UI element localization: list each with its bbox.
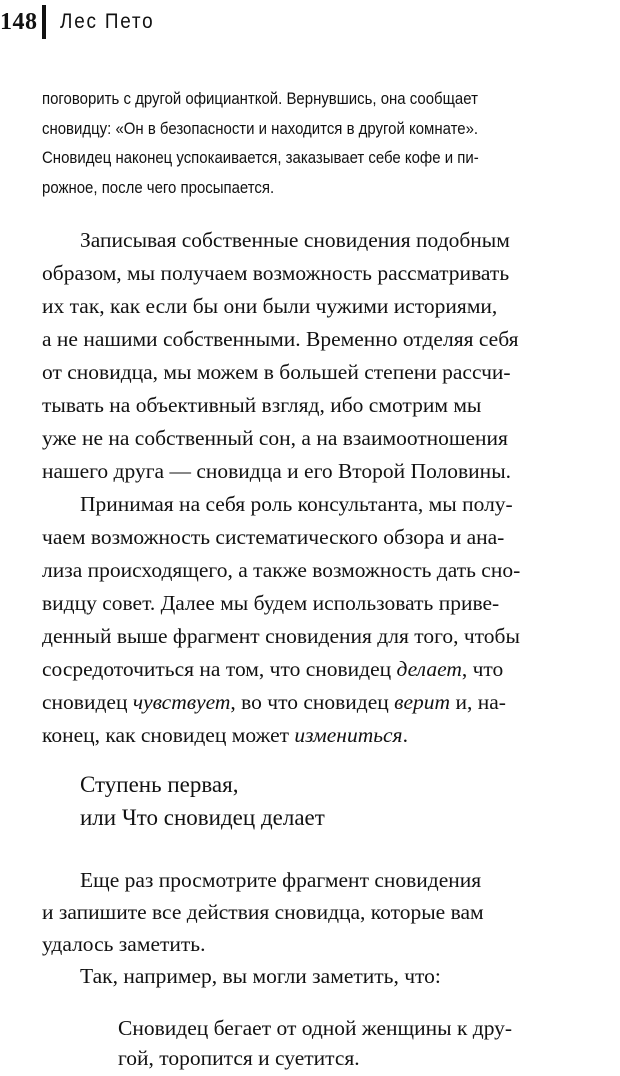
example-quote-line: гой, торопится и суетится. — [118, 1046, 360, 1070]
emphasis-believes: верит — [394, 690, 451, 714]
page-number: 148 — [0, 8, 38, 35]
paragraph-1-line: а не нашими собственными. Временно отделяя себя — [42, 327, 519, 351]
paragraph-1-line: их так, как если бы они были чужими историями, — [42, 294, 498, 318]
emphasis-change: измениться — [294, 723, 403, 747]
text-run: конец, как сновидец может — [42, 723, 295, 747]
paragraph-2-line: чаем возможность систематического обзора и ана- — [42, 525, 505, 549]
running-title: Лес Пето — [59, 10, 154, 33]
section-heading-line-2: или Что сновидец делает — [80, 805, 325, 830]
paragraph-1-line: тывать на объективный взгляд, ибо смотрим мы — [42, 393, 482, 417]
paragraph-3-line: Еще раз просмотрите фрагмент сновидения — [80, 868, 482, 892]
text-run: . — [402, 723, 408, 747]
excerpt-line: Сновидец наконец успокаивается, заказывает себе кофе и пи- — [42, 148, 479, 167]
text-run: сновидец — [42, 690, 133, 714]
paragraph-3-line: удалось заметить. — [42, 932, 206, 956]
excerpt-line: рожное, после чего просыпается. — [42, 177, 275, 197]
paragraph-2-line — [42, 690, 506, 715]
paragraph-2-line — [42, 657, 503, 682]
paragraph-4-line: Так, например, вы могли заметить, что: — [80, 964, 441, 988]
text-run: сосредоточиться на том, что сновидец — [42, 657, 397, 681]
paragraph-1-line: Записывая собственные сновидения подобным — [80, 228, 510, 252]
paragraph-2-line: видцу совет. Далее мы будем использовать приве- — [42, 591, 500, 615]
paragraph-2-line: денный выше фрагмент сновидения для того, чтобы — [42, 624, 520, 648]
paragraph-2-line: Принимая на себя роль консультанта, мы полу- — [80, 492, 513, 516]
paragraph-3-line: и запишите все действия сновидца, которые вам — [42, 900, 484, 924]
excerpt-line: сновидцу: «Он в безопасности и находится в другой комнате». — [42, 118, 479, 138]
paragraph-2-line: лиза происходящего, а также возможность дать сно- — [42, 558, 521, 582]
section-heading-line-1: Ступень первая, — [80, 772, 239, 797]
paragraph-1-line: нашего друга — сновидца и его Второй Половины. — [42, 459, 512, 483]
emphasis-does: делает — [396, 657, 462, 681]
header-divider — [42, 5, 46, 39]
emphasis-feels: чувствует — [132, 690, 231, 714]
paragraph-2-line — [42, 723, 408, 748]
text-run: , что — [461, 657, 504, 681]
running-header — [0, 2, 164, 42]
paragraph-1-line: уже не на собственный сон, а на взаимоотношения — [42, 426, 508, 450]
paragraph-1-line: образом, мы получаем возможность рассматривать — [42, 261, 510, 285]
text-run: , во что сновидец — [230, 690, 395, 714]
dream-excerpt — [42, 84, 614, 202]
excerpt-line: поговорить с другой официанткой. Вернувшись, она сообщает — [42, 89, 478, 108]
text-run: и, на- — [450, 690, 506, 714]
example-quote-line: Сновидец бегает от одной женщины к дру- — [118, 1016, 513, 1040]
paragraph-1-line: от сновидца, мы можем в большей степени рассчи- — [42, 360, 511, 384]
